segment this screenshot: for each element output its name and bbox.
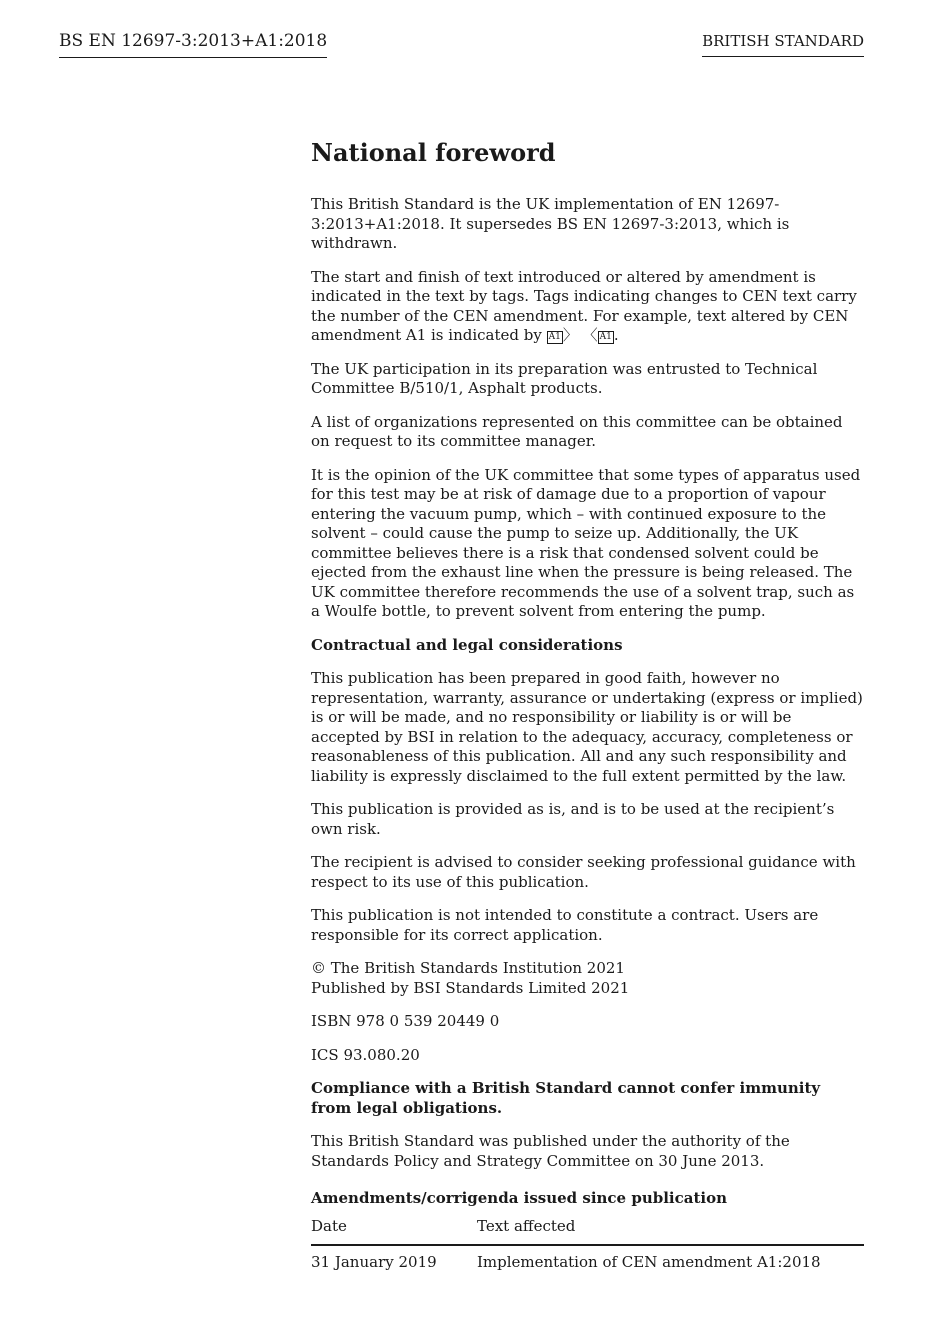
page-title: National foreword: [311, 138, 556, 167]
header-label: BRITISH STANDARD: [702, 32, 864, 57]
copyright-block: [311, 959, 864, 998]
paragraph-as-is: This publication is provided as is, and is to be used at the recipient’s own risk.: [311, 800, 835, 838]
amendment-text-affected: Implementation of CEN amendment A1:2018: [477, 1252, 821, 1271]
ics: ICS 93.080.20: [311, 1045, 420, 1064]
paragraph-organizations: A list of organizations represented on this committee can be obtained on request to its committee manager.: [311, 412, 843, 450]
amendments-heading: Amendments/corrigenda issued since publication: [311, 1189, 727, 1207]
paragraph-implementation: This British Standard is the UK implementation of EN 12697-3:2013+A1:2018. It supersedes BS EN 12697-3:2013, which is withdrawn.: [311, 195, 790, 252]
column-header-text-affected: Text affected: [477, 1215, 864, 1245]
amendment-tag-open-icon: A1: [548, 332, 561, 342]
copyright-line: © The British Standards Institution 2021: [311, 959, 625, 977]
contractual-heading: Contractual and legal considerations: [311, 635, 623, 654]
isbn: ISBN 978 0 539 20449 0: [311, 1012, 500, 1030]
paragraph-committee-opinion: It is the opinion of the UK committee that some types of apparatus used for this test may be at risk of damage due to a proportion of vapour entering the vacuum pump, which – with continued exposure to the solvent – could cause the pump to seize up. Additionally, the UK committee believes there is a risk that condensed solvent could be ejected from the exhaust line when the pressure is being released. The UK committee therefore recommends the use of a solvent trap, such as a Woulfe bottle, to prevent solvent from entering the pump.: [311, 465, 861, 620]
amendments-table: [311, 1215, 864, 1271]
document-id: BS EN 12697-3:2013+A1:2018: [59, 31, 327, 58]
paragraph-amendment-tags-end: .: [613, 326, 619, 344]
foreword-body: [311, 138, 864, 1271]
amendment-date: 31 January 2019: [311, 1252, 437, 1271]
amendment-tag-close-icon: A1: [599, 332, 612, 342]
paragraph-amendment-tags: The start and finish of text introduced or altered by amendment is indicated in the text by tags. Tags indicating changes to CEN text carry the number of the CEN amendment. For example, text altered by CEN amendment A1 is indicated by A1 〉 〈 A1 .: [311, 267, 857, 344]
paragraph-good-faith: This publication has been prepared in good faith, however no representation, warranty, assurance or undertaking (express or implied) is or will be made, and no responsibility or liability is or will be accepted by BSI in relation to the adequacy, accuracy, completeness or reasonableness of this publication. All and any such responsibility and liability is expressly disclaimed to the full extent permitted by the law.: [311, 669, 863, 785]
table-row: [311, 1245, 864, 1271]
amendments-header-row: [311, 1215, 864, 1245]
paragraph-authority: This British Standard was published under the authority of the Standards Policy and Strategy Committee on 30 June 2013.: [311, 1132, 790, 1170]
paragraph-committee: The UK participation in its preparation was entrusted to Technical Committee B/510/1, Asphalt products.: [311, 359, 818, 397]
column-header-date: Date: [311, 1215, 477, 1245]
paragraph-guidance: The recipient is advised to consider seeking professional guidance with respect to its use of this publication.: [311, 853, 856, 891]
paragraph-contract: This publication is not intended to constitute a contract. Users are responsible for its correct application.: [311, 906, 819, 944]
paragraph-amendment-tags-text: The start and finish of text introduced or altered by amendment is indicated in the text by tags. Tags indicating changes to CEN text carry the number of the CEN amendment. For example, text altered by CEN amendment A1 is indicated by: [311, 267, 857, 344]
publisher-line: Published by BSI Standards Limited 2021: [311, 978, 630, 997]
compliance-statement: Compliance with a British Standard cannot confer immunity from legal obligations.: [311, 1079, 821, 1117]
